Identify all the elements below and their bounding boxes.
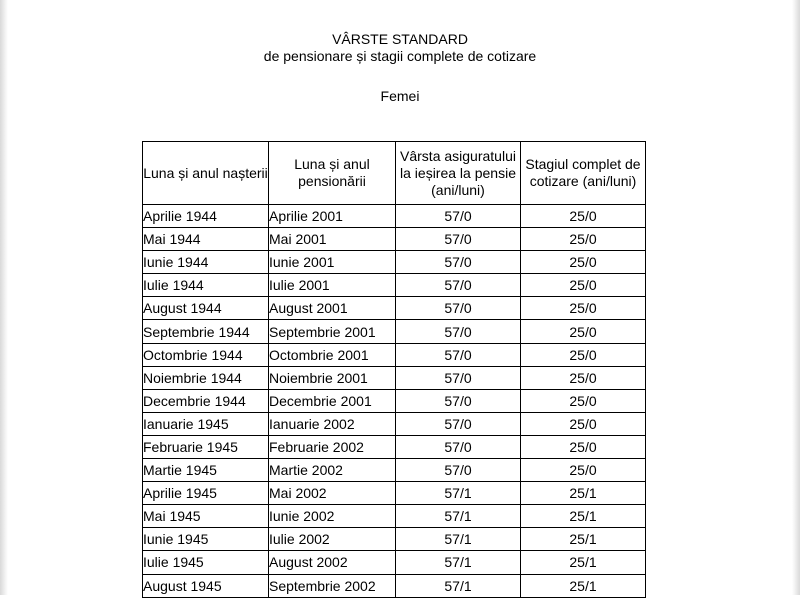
cell-retirement-month: Februarie 2002 [269, 435, 396, 458]
cell-retirement-month: August 2001 [269, 297, 396, 320]
table-row [143, 389, 646, 412]
cell-birth-month: Mai 1944 [143, 228, 269, 251]
cell-birth-month: Decembrie 1944 [143, 389, 269, 412]
table-row [143, 366, 646, 389]
cell-contribution-period: 25/1 [521, 574, 646, 597]
cell-retirement-month: Iunie 2001 [269, 251, 396, 274]
cell-birth-month: Iulie 1945 [143, 551, 269, 574]
cell-retirement-age: 57/1 [396, 551, 521, 574]
table-row [143, 551, 646, 574]
cell-birth-month: Mai 1945 [143, 505, 269, 528]
section-heading: Femei [380, 88, 420, 104]
table-row [143, 412, 646, 435]
cell-contribution-period: 25/0 [521, 366, 646, 389]
cell-birth-month: Aprilie 1944 [143, 205, 269, 228]
table-body [143, 205, 646, 598]
cell-birth-month: Septembrie 1944 [143, 320, 269, 343]
header-retirement-age: Vârsta asiguratului la ieșirea la pensie (ani/luni) [396, 142, 521, 205]
cell-contribution-period: 25/1 [521, 505, 646, 528]
table-row [143, 528, 646, 551]
table-row [143, 228, 646, 251]
cell-contribution-period: 25/1 [521, 551, 646, 574]
cell-birth-month: Ianuarie 1945 [143, 412, 269, 435]
cell-retirement-age: 57/0 [396, 274, 521, 297]
cell-retirement-month: August 2002 [269, 551, 396, 574]
cell-birth-month: Februarie 1945 [143, 435, 269, 458]
table-row [143, 459, 646, 482]
cell-contribution-period: 25/1 [521, 528, 646, 551]
cell-retirement-age: 57/0 [396, 251, 521, 274]
table-row [143, 274, 646, 297]
cell-retirement-month: Mai 2002 [269, 482, 396, 505]
cell-contribution-period: 25/0 [521, 251, 646, 274]
cell-retirement-age: 57/0 [396, 412, 521, 435]
cell-birth-month: Martie 1945 [143, 459, 269, 482]
cell-birth-month: Iulie 1944 [143, 274, 269, 297]
table-row [143, 297, 646, 320]
cell-retirement-month: Ianuarie 2002 [269, 412, 396, 435]
cell-contribution-period: 25/0 [521, 320, 646, 343]
cell-contribution-period: 25/0 [521, 297, 646, 320]
cell-retirement-age: 57/1 [396, 482, 521, 505]
header-birth-month: Luna și anul nașterii [143, 142, 269, 205]
cell-birth-month: Iunie 1944 [143, 251, 269, 274]
table-row [143, 482, 646, 505]
header-retirement-month: Luna și anul pensionării [269, 142, 396, 205]
cell-contribution-period: 25/0 [521, 412, 646, 435]
cell-contribution-period: 25/0 [521, 459, 646, 482]
table-header-row [143, 142, 646, 205]
cell-contribution-period: 25/0 [521, 389, 646, 412]
cell-retirement-month: Septembrie 2001 [269, 320, 396, 343]
document-title: VÂRSTE STANDARD [332, 31, 468, 47]
table-row [143, 343, 646, 366]
cell-retirement-age: 57/0 [396, 435, 521, 458]
table-row [143, 574, 646, 597]
cell-retirement-month: Septembrie 2002 [269, 574, 396, 597]
document-subtitle: de pensionare și stagii complete de cotizare [263, 48, 537, 64]
cell-contribution-period: 25/0 [521, 435, 646, 458]
table-row [143, 205, 646, 228]
cell-contribution-period: 25/0 [521, 205, 646, 228]
cell-retirement-age: 57/0 [396, 366, 521, 389]
pension-age-table [142, 141, 646, 598]
cell-contribution-period: 25/0 [521, 343, 646, 366]
cell-retirement-age: 57/1 [396, 528, 521, 551]
cell-birth-month: Noiembrie 1944 [143, 366, 269, 389]
cell-retirement-age: 57/0 [396, 320, 521, 343]
cell-retirement-age: 57/0 [396, 228, 521, 251]
cell-birth-month: Aprilie 1945 [143, 482, 269, 505]
cell-birth-month: Iunie 1945 [143, 528, 269, 551]
cell-retirement-month: Mai 2001 [269, 228, 396, 251]
cell-birth-month: Octombrie 1944 [143, 343, 269, 366]
cell-retirement-age: 57/0 [396, 205, 521, 228]
cell-retirement-age: 57/0 [396, 459, 521, 482]
header-contribution-period: Stagiul complet de cotizare (ani/luni) [521, 142, 646, 205]
cell-retirement-month: Octombrie 2001 [269, 343, 396, 366]
cell-retirement-month: Aprilie 2001 [269, 205, 396, 228]
cell-retirement-age: 57/0 [396, 389, 521, 412]
cell-retirement-month: Iunie 2002 [269, 505, 396, 528]
cell-retirement-age: 57/1 [396, 505, 521, 528]
cell-retirement-age: 57/0 [396, 297, 521, 320]
table-row [143, 320, 646, 343]
cell-retirement-month: Iulie 2001 [269, 274, 396, 297]
cell-contribution-period: 25/0 [521, 228, 646, 251]
cell-contribution-period: 25/1 [521, 482, 646, 505]
cell-retirement-month: Noiembrie 2001 [269, 366, 396, 389]
table-row [143, 251, 646, 274]
cell-retirement-age: 57/1 [396, 574, 521, 597]
cell-contribution-period: 25/0 [521, 274, 646, 297]
table-row [143, 505, 646, 528]
cell-birth-month: August 1944 [143, 297, 269, 320]
cell-birth-month: August 1945 [143, 574, 269, 597]
table-row [143, 435, 646, 458]
cell-retirement-month: Decembrie 2001 [269, 389, 396, 412]
cell-retirement-age: 57/0 [396, 343, 521, 366]
cell-retirement-month: Martie 2002 [269, 459, 396, 482]
cell-retirement-month: Iulie 2002 [269, 528, 396, 551]
